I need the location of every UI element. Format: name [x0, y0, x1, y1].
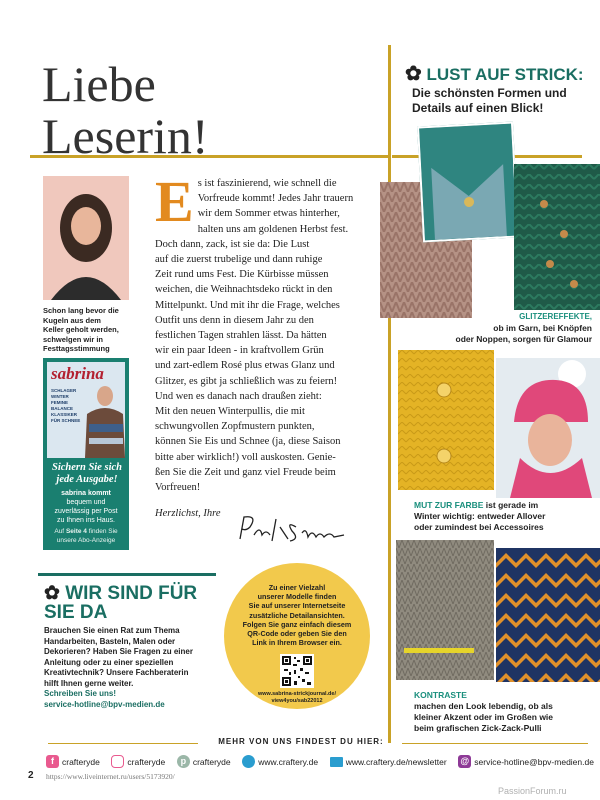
magazine-brand: sabrina [51, 364, 104, 383]
letter-line: Mit den neuen Winterpullis, die mit [155, 406, 305, 418]
ad-note: Auf Seite 4 finden Sie unsere Abo-Anzeige [54, 528, 118, 544]
flower-icon: ✿ [405, 63, 422, 85]
footer-instagram[interactable]: crafteryde [111, 755, 165, 768]
ad-headline: Sichern Sie sich jede Ausgabe! [51, 462, 122, 485]
glitter-caption: GLITZEREFFEKTE, [519, 312, 592, 321]
footer-facebook[interactable]: f crafteryde [46, 755, 100, 768]
letter-line: Vorfreuen! [155, 482, 201, 494]
glitter-caption-text: ob im Garn, bei Knöpfen oder Noppen, sorgen für Glamour [455, 323, 592, 344]
letter-line: Doch dann, zack, ist sie da: Die Lust [155, 238, 310, 250]
letter-line: halten uns am goldenen Herbst fest. [197, 223, 349, 235]
qr-code[interactable] [280, 654, 314, 688]
contact-text: Brauchen Sie einen Rat zum Thema Handarbeiten, Basteln, Malen oder Dekorieren? Haben Sie Fragen zu einer Anleitung oder zu einer speziellen Kreativtechnik? Unsere Fachberaterin hilft Ihnen gerne weiter. Schreiben Sie uns! service-hotline@bpv-medien.de [44, 626, 222, 710]
footer-newsletter[interactable]: www.craftery.de/newsletter [330, 755, 447, 768]
footer-links [46, 755, 594, 768]
letter-line: Glitzer, es gibt ja schließlich was zu feiern! [155, 375, 338, 387]
footer-title: MEHR VON UNS FINDEST DU HIER: [218, 737, 384, 746]
letter-line: wir ein paar Ideen - in kraftvollem Grün [155, 345, 324, 357]
letter-line: Vorfreude kommt! Jedes Jahr trauern [197, 193, 354, 205]
letter-line: ßen Sie die Zeit und ganz viel Freude beim [155, 466, 336, 478]
contact-divider [38, 573, 216, 576]
photo-zigzag-pullover [496, 548, 600, 682]
watermark: PassionForum.ru [498, 786, 567, 796]
letter-line: Outfit uns denn in diesem Jahr zu den [155, 314, 314, 326]
footer-pinterest[interactable]: p crafteryde [177, 755, 231, 768]
page-title: Liebe Leserin! [42, 56, 209, 164]
color-caption: MUT ZUR FARBE ist gerade im Winter wichtig: entweder Allover oder zumindest bei Accessoires [414, 500, 546, 532]
photo-yellow-cardigan [398, 350, 494, 490]
divider-vertical [388, 45, 391, 743]
flower-icon: ✿ [44, 583, 60, 604]
letter-line: weichen, die Weihnachtsdeko rückt in den [155, 284, 333, 296]
cover-lines: SCHLAGER WINTER FEMINE BALANCE KLASSIKER FÜR SCHNEE [51, 388, 81, 423]
page-number: 2 [28, 770, 34, 781]
letter-line: s ist faszinierend, wie schnell die [197, 178, 337, 189]
section-subheading: Die schönsten Formen und Details auf einen Blick! [412, 86, 567, 115]
magazine-subscription-ad[interactable] [43, 358, 129, 550]
ad-text: sabrina kommt bequem und zuverlässig per Post zu Ihnen ins Haus. [54, 490, 118, 524]
letter-line: und zart-edlem Rosé plus etwas Glanz und [155, 360, 335, 372]
pinterest-icon: p [177, 755, 190, 768]
dropcap: E [155, 169, 194, 234]
letter-line: Zeit rund ums Fest. Die Kürbisse müssen [155, 269, 329, 281]
section-heading: ✿ LUST AUF STRICK: [405, 63, 584, 85]
magazine-cover [47, 362, 125, 458]
photo-green-knit [514, 164, 600, 310]
signature [236, 513, 356, 549]
letter-line: können Sie Eis und Schnee (ja, diese Saison [155, 436, 341, 448]
mail-icon [330, 757, 343, 767]
letter-line: schwungvollen Zopfmustern punkten, [155, 421, 315, 433]
footer-rule-right [402, 743, 588, 744]
contact-email[interactable]: service-hotline@bpv-medien.de [44, 699, 165, 709]
letter-closing: Herzlichst, Ihre [155, 508, 221, 519]
letter-line: festlichen Tagen strahlen lässt. Da hätten [155, 330, 327, 342]
source-url[interactable]: https://www.liveinternet.ru/users/5173920/ [46, 772, 175, 781]
contrast-caption: KONTRASTE machen den Look lebendig, ob als kleiner Akzent oder im Großen wie beim grafischen Zick-Zack-Pulli [414, 690, 554, 733]
at-icon: @ [458, 755, 471, 768]
write-us: Schreiben Sie uns! [44, 689, 117, 698]
letter-line: bitte aber wirklich!) voll auskosten. Genie- [155, 451, 336, 463]
editorial-letter [155, 169, 373, 495]
footer-rule-left [48, 743, 198, 744]
photo-teal-sweater [417, 122, 519, 243]
footer-website[interactable]: www.craftery.de [242, 755, 318, 768]
letter-line: auf die zuerst trubelige und dann ruhige [155, 254, 323, 266]
facebook-icon: f [46, 755, 59, 768]
instagram-icon [111, 755, 124, 768]
editor-portrait [43, 176, 129, 300]
qr-url: www.sabrina-strickjournal.de/ view4you/sab22012 [257, 691, 337, 704]
photo-grey-sleeve [396, 540, 494, 680]
letter-line: Und wen es danach nach draußen zieht: [155, 390, 322, 402]
qr-info-text: Zu einer Vielzahl unserer Modelle finden Sie auf unserer Internetseite zusätzliche Detailansichten. Folgen Sie ganz einfach diesem QR-Code oder geben Sie den Link in Ihrem Browser ein. [242, 583, 352, 648]
footer-email[interactable]: @ service-hotline@bpv-medien.de [458, 755, 594, 768]
portrait-caption: Schon lang bevor die Kugeln aus dem Keller geholt werden, schwelgen wir in Festtagsstimmung [43, 306, 119, 353]
contact-heading: ✿ WIR SIND FÜR SIE DA [44, 583, 198, 623]
photo-pink-hat [496, 358, 600, 498]
letter-line: wir dem Sommer etwas hinterher, [197, 208, 340, 220]
web-icon [242, 755, 255, 768]
letter-line: Mittelpunkt. Und mit ihr die Frage, welches [155, 299, 340, 311]
